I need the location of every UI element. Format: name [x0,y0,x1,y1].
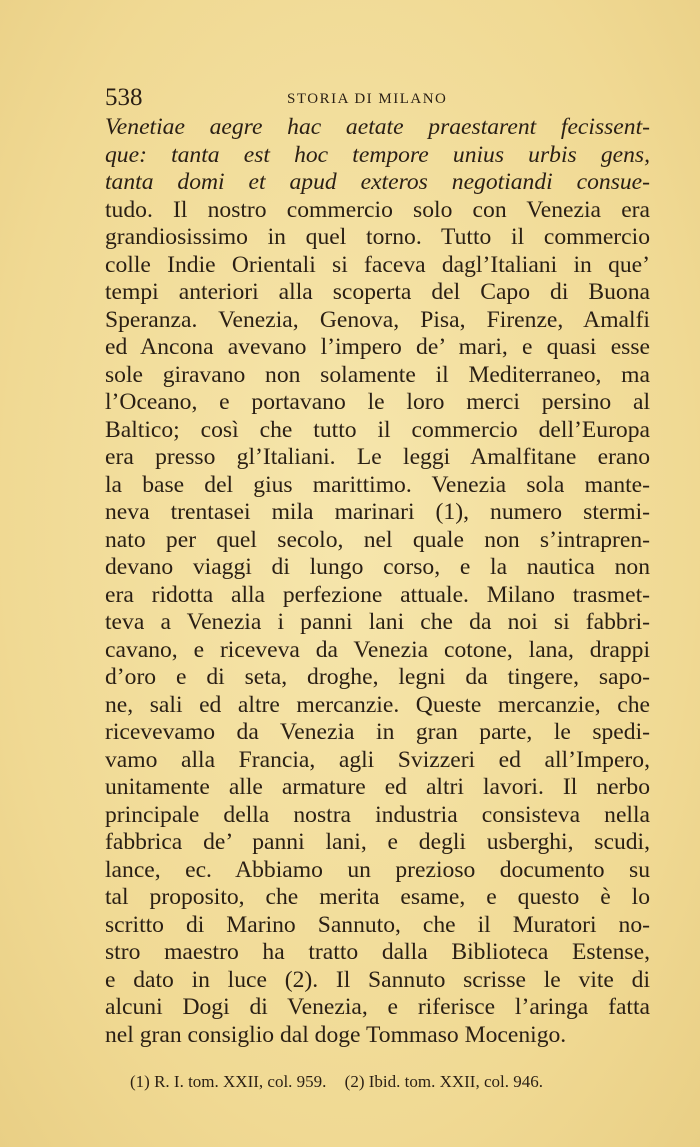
footnote-2: (2) Ibid. tom. XXII, col. 946. [344,1072,543,1091]
text-line: cavano, e riceveva da Venezia cotone, lana, drappi [105,636,650,663]
text-line: colle Indie Orientali si faceva dagl’Italiani in que’ [105,251,650,278]
text-line: la base del gius marittimo. Venezia sola mante- [105,471,650,498]
text-line: era ridotta alla perfezione attuale. Milano trasmet- [105,581,650,608]
text-line: Venetiae aegre hac aetate praestarent fecissent- [105,114,650,140]
text-line: tanta domi et apud exteros negotiandi consue- [105,169,650,195]
text-line: e dato in luce (2). Il Sannuto scrisse le vite di [105,966,650,993]
text-line: d’oro e di seta, droghe, legni da tingere, sapo- [105,664,650,690]
text-line: sole giravano non solamente il Mediterraneo, ma [105,361,650,388]
footnote-1: (1) R. I. tom. XXII, col. 959. [130,1072,327,1091]
text-line: principale della nostra industria consisteva nella [105,801,650,828]
page-content [105,84,650,1049]
text-line: grandiosissimo in quel torno. Tutto il commercio [105,224,650,250]
text-line: l’Oceano, e portavano le loro merci persino al [105,389,650,415]
text-line: Baltico; così che tutto il commercio dell’Europa [105,416,650,443]
text-line: Speranza. Venezia, Genova, Pisa, Firenze, Amalfi [105,306,650,333]
text-line: ne, sali ed altre mercanzie. Queste mercanzie, che [105,691,650,718]
text-line: ed Ancona avevano l’impero de’ mari, e quasi esse [105,334,650,360]
text-line: lance, ec. Abbiamo un prezioso documento su [105,856,650,883]
text-line: nato per quel secolo, nel quale non s’intrapren- [105,526,650,553]
text-line: que: tanta est hoc tempore unius urbis gens, [105,141,650,168]
running-title: STORIA DI MILANO [287,91,448,107]
text-line: unitamente alle armature ed altri lavori. Il nerbo [105,774,650,800]
text-line: scritto di Marino Sannuto, che il Muratori no- [105,911,650,938]
text-line: tal proposito, che merita esame, e questo è lo [105,884,650,910]
text-line: tudo. Il nostro commercio solo con Venezia era [105,196,650,223]
text-line: era presso gl’Italiani. Le leggi Amalfitane erano [105,444,650,470]
text-line: alcuni Dogi di Venezia, e riferisce l’aringa fatta [105,994,650,1020]
text-line: teva a Venezia i panni lani che da noi si fabbri- [105,609,650,635]
text-line: ricevevamo da Venezia in gran parte, le spedi- [105,719,650,745]
page-header [105,84,650,114]
text-line: tempi anteriori alla scoperta del Capo di Buona [105,279,650,305]
text-line: stro maestro ha tratto dalla Biblioteca Estense, [105,939,650,965]
body-paragraph [105,114,650,1049]
text-line: fabbrica de’ panni lani, e degli usberghi, scudi, [105,829,650,855]
text-line: vamo alla Francia, agli Svizzeri ed all’Impero, [105,746,650,773]
text-line: nel gran consiglio dal doge Tommaso Mocenigo. [105,1021,567,1048]
footnotes [130,1072,660,1092]
text-line: devano viaggi di lungo corso, e la nautica non [105,554,650,580]
page-number: 538 [105,84,143,111]
text-line: neva trentasei mila marinari (1), numero stermi- [105,499,650,525]
